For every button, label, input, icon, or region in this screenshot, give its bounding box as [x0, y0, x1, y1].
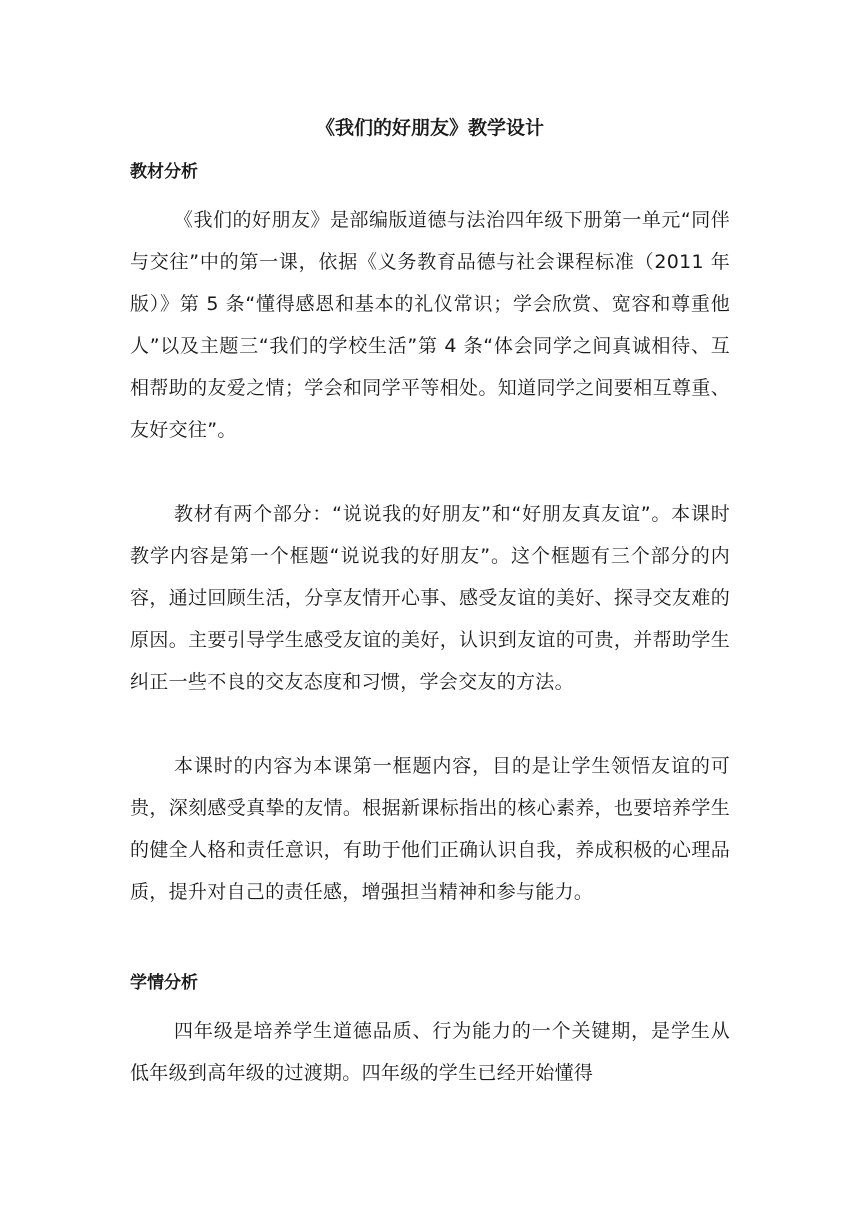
paragraph-textbook-structure: 教材有两个部分：“说说我的好朋友”和“好朋友真友谊”。本课时教学内容是第一个框题“说说我的好朋友”。这个框题有三个部分的内容，通过回顾生活，分享友情开心事、感受友谊的美好、探寻交友难的原因。主要引导学生感受友谊的美好，认识到友谊的可贵，并帮助学生纠正一些不良的交友态度和习惯，学会交友的方法。 [130, 503, 730, 693]
section-heading-textbook-analysis: 教材分析 [130, 162, 198, 182]
paragraph-student-analysis: 四年级是培养学生道德品质、行为能力的一个关键期，是学生从低年级到高年级的过渡期。四年级的学生已经开始懂得 [130, 1020, 730, 1084]
document-title: 《我们的好朋友》教学设计 [315, 117, 544, 139]
section-heading-student-analysis: 学情分析 [130, 973, 198, 993]
paragraph-lesson-goal: 本课时的内容为本课第一框题内容，目的是让学生领悟友谊的可贵，深刻感受真挚的友情。根据新课标指出的核心素养，也要培养学生的健全人格和责任意识，有助于他们正确认识自我，养成积极的心理品质，提升对自己的责任感，增强担当精神和参与能力。 [130, 755, 730, 903]
paragraph-textbook-basis: 《我们的好朋友》是部编版道德与法治四年级下册第一单元“同伴与交往”中的第一课，依据《义务教育品德与社会课程标准（2011 年版）》第 5 条“懂得感恩和基本的礼仪常识；学会欣赏、宽容和尊重他人”以及主题三“我们的学校生活”第 4 条“体会同学之间真诚相待、互相帮助的友爱之情；学会和同学平等相处。知道同学之间要相互尊重、友好交往”。 [130, 209, 730, 441]
